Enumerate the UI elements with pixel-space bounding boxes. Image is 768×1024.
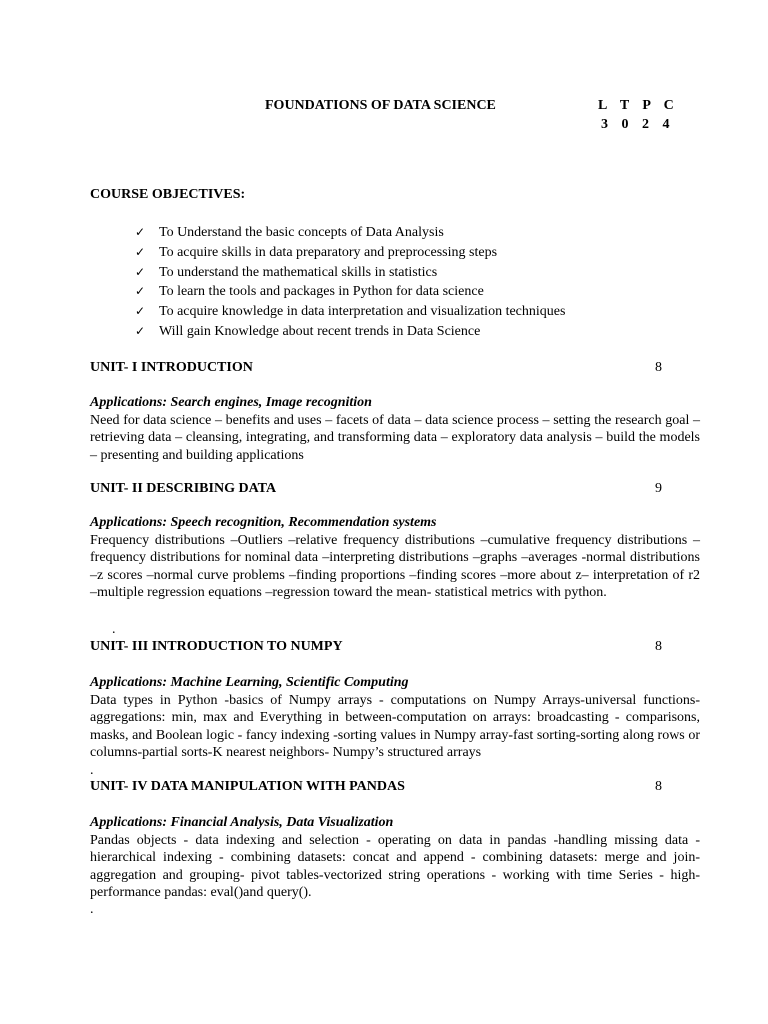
separator-dot: . — [90, 902, 94, 917]
check-mark-icon: ✓ — [135, 284, 146, 299]
unit-4-applications: Applications: Financial Analysis, Data Visualization — [90, 815, 394, 830]
unit-3-content: Data types in Python -basics of Numpy arrays - computations on Numpy Arrays-universal functions- aggregations: min, max and Everything in between-computation on arrays: broadcasting - comparisons, masks, and Boolean logic - fancy indexing -sorting values in Numpy array-fast sorting-sorting along rows or columns-partial sorts-K nearest neighbors- Numpy’s structured arrays — [90, 693, 700, 761]
separator-dot: . — [112, 622, 116, 637]
unit-4-content: Pandas objects - data indexing and selection - operating on data in pandas -handling missing data - hierarchical indexing - combining datasets: concat and append - combining datasets: merge and join- aggregation and grouping- pivot tables-vectorized string operations - working with time Series - high- performance pandas: eval()and query(). — [90, 833, 700, 901]
unit-title: UNIT- IV DATA MANIPULATION WITH PANDAS — [90, 779, 405, 794]
check-mark-icon: ✓ — [135, 244, 146, 259]
unit-2-applications: Applications: Speech recognition, Recommendation systems — [90, 515, 437, 530]
unit-title: UNIT- III INTRODUCTION TO NUMPY — [90, 639, 343, 654]
course-title: FOUNDATIONS OF DATA SCIENCE — [265, 98, 496, 113]
unit-hours: 8 — [655, 639, 662, 654]
check-mark-icon: ✓ — [135, 323, 146, 338]
unit-title: UNIT- II DESCRIBING DATA — [90, 481, 277, 496]
unit-4-heading — [90, 779, 662, 795]
check-mark-icon: ✓ — [135, 225, 146, 239]
objective-item: ✓ To acquire knowledge in data interpretation and visualization techniques — [135, 302, 565, 322]
check-mark-icon: ✓ — [135, 264, 146, 279]
unit-hours: 8 — [655, 779, 662, 794]
check-mark-icon: ✓ — [135, 304, 146, 319]
objectives-list — [135, 223, 565, 342]
ltpc-label: L T P C — [598, 98, 679, 113]
unit-2-content: Frequency distributions –Outliers –relative frequency distributions –cumulative frequency distributions – frequency distributions for nominal data –interpreting distributions –graphs –averages -normal distributions –z scores –normal curve problems –finding proportions –finding scores –more about z– interpretation of r2 –multiple regression equations –regression toward the mean- statistical metrics with python. — [90, 533, 700, 601]
unit-1-applications: Applications: Search engines, Image recognition — [90, 395, 372, 410]
unit-hours: 8 — [655, 360, 662, 375]
objective-item: ✓ To acquire skills in data preparatory and preprocessing steps — [135, 243, 565, 263]
unit-title: UNIT- I INTRODUCTION — [90, 360, 253, 375]
unit-3-applications: Applications: Machine Learning, Scientific Computing — [90, 675, 409, 690]
unit-1-heading — [90, 360, 662, 376]
unit-2-heading — [90, 481, 662, 497]
separator-dot: . — [90, 763, 94, 778]
objectives-heading: COURSE OBJECTIVES: — [90, 187, 246, 202]
objective-item: ✓ Will gain Knowledge about recent trends in Data Science — [135, 322, 565, 342]
objective-item: ✓ To Understand the basic concepts of Data Analysis — [135, 223, 565, 243]
unit-hours: 9 — [655, 481, 662, 496]
unit-3-heading — [90, 639, 662, 655]
objective-item: ✓ To learn the tools and packages in Python for data science — [135, 282, 565, 302]
unit-1-content: Need for data science – benefits and uses – facets of data – data science process – setting the research goal – retrieving data – cleansing, integrating, and transforming data – exploratory data analysis – build the models – presenting and building applications — [90, 413, 700, 463]
ltpc-values: 3 0 2 4 — [601, 117, 675, 132]
objective-item: ✓ To understand the mathematical skills in statistics — [135, 263, 565, 283]
